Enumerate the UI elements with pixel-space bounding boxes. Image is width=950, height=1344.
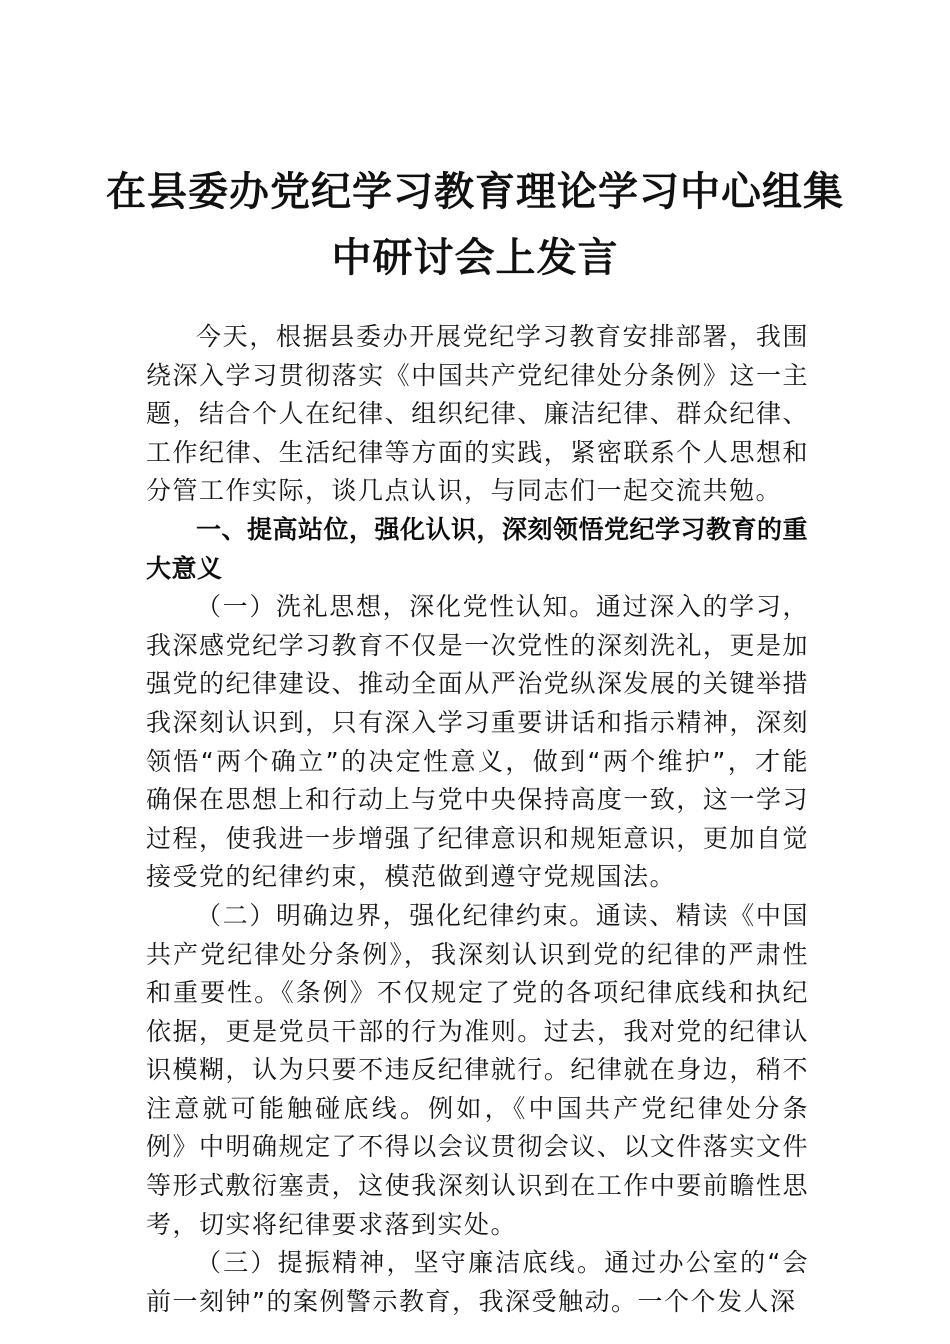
intro-paragraph: 今天，根据县委办开展党纪学习教育安排部署，我围绕深入学习贯彻落实《中国共产党纪律处分条例》这一主题，结合个人在纪律、组织纪律、廉洁纪律、群众纪律、工作纪律、生活纪律等方面的实践，紧密联系个人思想和分管工作实际，谈几点认识，与同志们一起交流共勉。 xyxy=(146,322,809,506)
document-title-line-2: 中研讨会上发言 xyxy=(331,234,619,281)
section-heading-1: 一、提高站位，强化认识，深刻领悟党纪学习教育的重大意义 xyxy=(146,514,809,583)
paragraph-1: （一）洗礼思想，深化党性认知。通过深入的学习，我深感党纪学习教育不仅是一次党性的深刻洗礼，更是加强党的纪律建设、推动全面从严治党纵深发展的关键举措我深刻认识到，只有深入学习重要讲话和指示精神，深刻领悟“两个确立”的决定性意义，做到“两个维护”，才能确保在思想上和行动上与党中央保持高度一致，这一学习过程，使我进一步增强了纪律意识和规矩意识，更加自觉接受党的纪律约束，模范做到遵守党规国法。 xyxy=(146,592,809,892)
document-title-line-1: 在县委办党纪学习教育理论学习中心组集 xyxy=(106,168,844,215)
paragraph-2: （二）明确边界，强化纪律约束。通读、精读《中国共产党纪律处分条例》，我深刻认识到党的纪律的严肃性和重要性。《条例》不仅规定了党的各项纪律底线和执纪依据，更是党员干部的行为准则。过去，我对党的纪律认识模糊，认为只要不违反纪律就行。纪律就在身边，稍不注意就可能触碰底线。例如，《中国共产党纪律处分条例》中明确规定了不得以会议贯彻会议、以文件落实文件等形式敷衍塞责，这使我深刻认识到在工作中要前瞻性思考，切实将纪律要求落到实处。 xyxy=(146,900,809,1239)
document-body xyxy=(146,318,809,1321)
paragraph-3: （三）提振精神，坚守廉洁底线。通过办公室的“会前一刻钟”的案例警示教育，我深受触动。一个个发人深 xyxy=(146,1248,809,1316)
